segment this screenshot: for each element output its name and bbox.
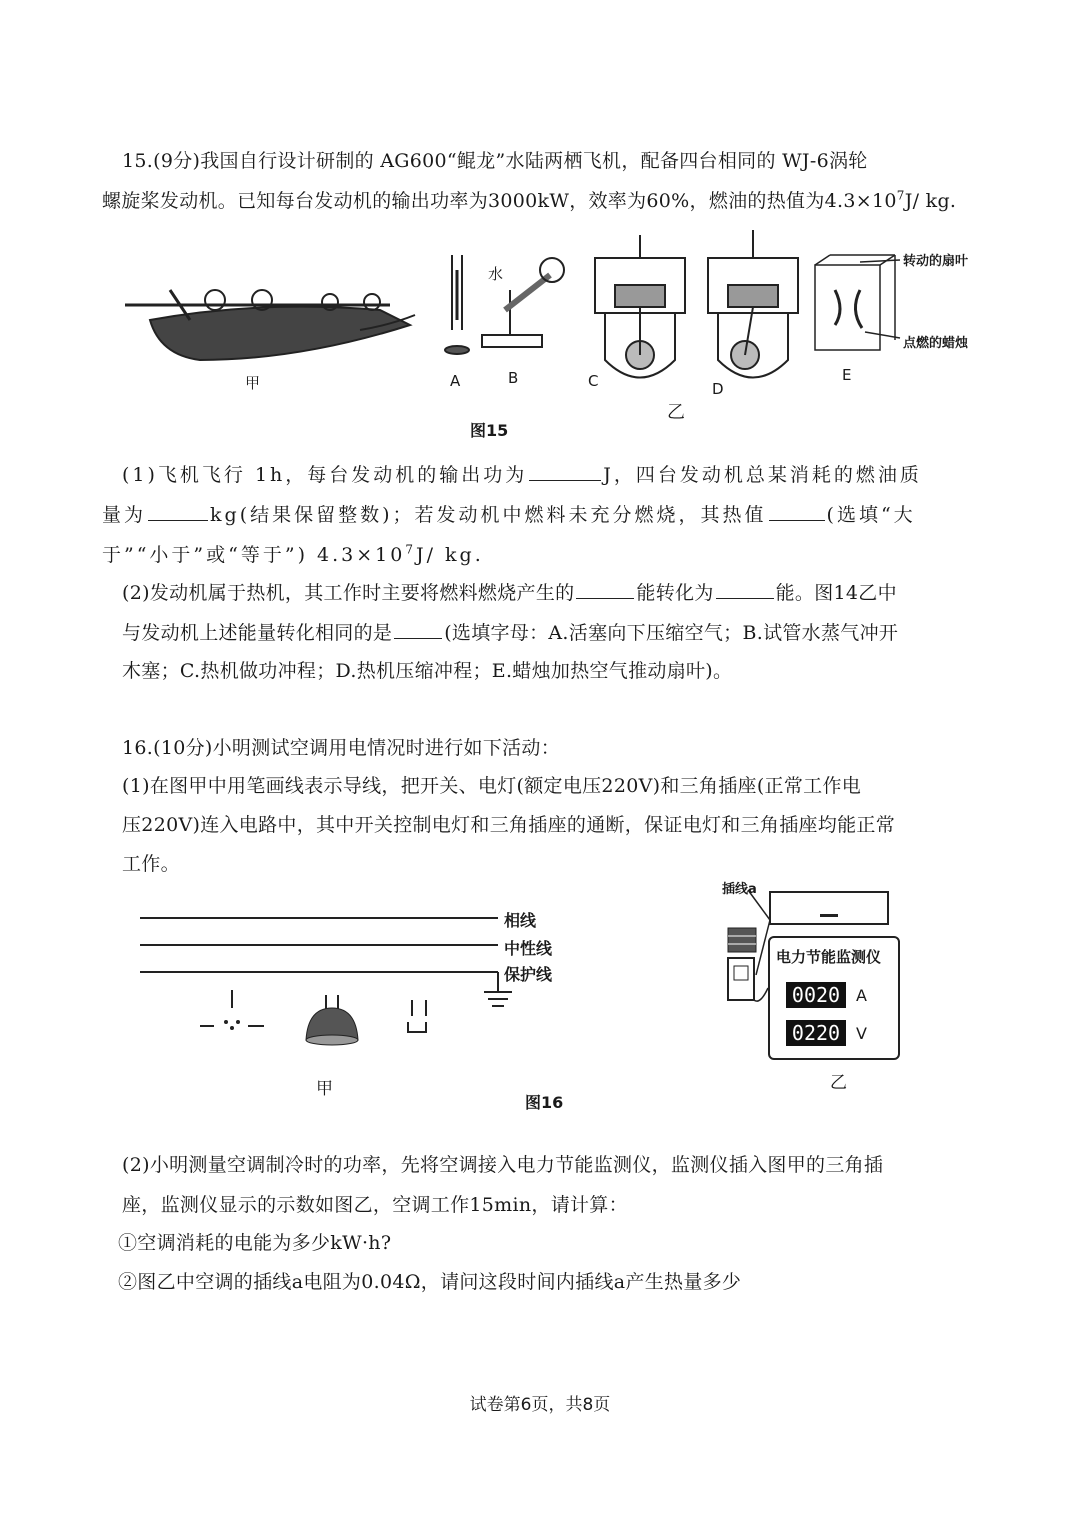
fig15-label-yi: 乙 xyxy=(667,402,685,423)
q16-p2-line3: ①空调消耗的电能为多少kW·h? xyxy=(118,1232,392,1254)
fig16-caption: 图16 xyxy=(525,1093,564,1112)
current-display: 0020 xyxy=(786,982,846,1008)
fig15-label-water: 水 xyxy=(488,265,504,283)
q16-p2-line1: (2)小明测量空调制冷时的功率，先将空调接入电力节能监测仪，监测仪插入图甲的三角插 xyxy=(122,1154,884,1176)
wire-label-phase: 相线 xyxy=(504,911,537,930)
q15-p1-text-g: J/ kg. xyxy=(415,544,484,566)
q15-p1-text-f: 于”“小于”或“等于”) 4.3×10 xyxy=(102,544,406,566)
fan-box-e-image xyxy=(815,255,900,350)
fig15-caption: 图15 xyxy=(470,421,509,440)
fig16-label-jia: 甲 xyxy=(316,1079,333,1099)
fig15-label-e: E xyxy=(842,366,852,384)
page-footer: 试卷第6页，共8页 xyxy=(469,1395,611,1415)
q15-p2-text-a: (2)发动机属于热机，其工作时主要将燃料燃烧产生的 xyxy=(122,582,575,604)
seaplane-image xyxy=(125,290,415,360)
plug-label-a: 插线a xyxy=(722,882,757,897)
answer-blank-4[interactable] xyxy=(576,580,634,599)
q15-p2-text-d: 与发动机上述能量转化相同的是 xyxy=(122,622,393,644)
fig15-label-c: C xyxy=(588,372,599,390)
q16-p1-line1: (1)在图甲中用笔画线表示导线，把开关、电灯(额定电压220V)和三角插座(正常工作电 xyxy=(122,775,862,797)
lamp-icon xyxy=(306,995,358,1045)
apparatus-a-image xyxy=(445,255,469,354)
switch-icon xyxy=(200,990,264,1030)
q15-p2-text-e: (选填字母：A.活塞向下压缩空气；B.试管水蒸气冲开 xyxy=(444,622,899,644)
current-unit: A xyxy=(856,986,867,1005)
fig15-label-b: B xyxy=(508,369,519,387)
wire-label-ground: 保护线 xyxy=(504,965,553,984)
q15-p1-text-b: J，四台发动机总某消耗的燃油质 xyxy=(603,464,922,486)
answer-blank-5[interactable] xyxy=(716,580,774,599)
meter-title: 电力节能监测仪 xyxy=(776,948,882,966)
q16-p2-line4: ②图乙中空调的插线a电阻为0.04Ω，请问这段时间内插线a产生热量多少 xyxy=(118,1271,742,1293)
fig15-label-d: D xyxy=(712,380,724,398)
q15-line2 xyxy=(102,186,972,213)
q15-line2-text: 螺旋桨发动机。已知每台发动机的输出功率为3000kW，效率为60%，燃油的热值为4.3×10 xyxy=(102,190,897,212)
answer-blank-2[interactable] xyxy=(148,502,208,521)
q15-p1-text-d: kg(结果保留整数)；若发动机中燃料未充分燃烧，其热值 xyxy=(210,504,767,526)
fig15-label-fan: 转动的扇叶 xyxy=(903,254,969,269)
q15-p2-text-c: 能。图14乙中 xyxy=(775,582,897,604)
q15-line1: 15.(9分)我国自行设计研制的 AG600“鲲龙”水陆两栖飞机，配备四台相同的 WJ-6涡轮 xyxy=(122,150,868,172)
q15-p1-text-e: (选填“大 xyxy=(826,504,916,526)
q15-line2-sup: 7 xyxy=(896,188,905,203)
q15-p1-line1 xyxy=(122,460,992,487)
q15-p1-line3 xyxy=(102,540,972,567)
q16-line1: 16.(10分)小明测试空调用电情况时进行如下活动： xyxy=(122,737,561,759)
socket-icon xyxy=(408,1000,426,1032)
q15-p2-text-b: 能转化为 xyxy=(636,582,714,604)
fig15-label-jia: 甲 xyxy=(245,374,261,392)
fig15-label-candle: 点燃的蜡烛 xyxy=(903,336,969,351)
q15-p2-line1 xyxy=(122,578,992,605)
engine-c-image xyxy=(595,235,685,378)
q16-p2-line2: 座，监测仪显示的示数如图乙，空调工作15min，请计算： xyxy=(122,1194,628,1216)
q16-p1-line3: 工作。 xyxy=(122,853,180,875)
wire-label-neutral: 中性线 xyxy=(504,939,553,958)
answer-blank-1[interactable] xyxy=(529,462,601,481)
voltage-unit: V xyxy=(856,1024,867,1043)
q16-p1-line2: 压220V)连入电路中，其中开关控制电灯和三角插座的通断，保证电灯和三角插座均能正常 xyxy=(122,814,896,836)
q15-p1-sup: 7 xyxy=(405,542,416,557)
fig15-label-a: A xyxy=(450,372,461,390)
q15-p2-line2 xyxy=(122,618,992,645)
q15-p2-line3: 木塞；C.热机做功冲程；D.热机压缩冲程；E.蜡烛加热空气推动扇叶)。 xyxy=(122,660,733,682)
voltage-display: 0220 xyxy=(786,1020,846,1046)
engine-d-image xyxy=(708,230,798,378)
answer-blank-3[interactable] xyxy=(769,502,825,521)
q15-p1-line2 xyxy=(102,500,972,527)
q15-p1-text-c: 量为 xyxy=(102,504,147,526)
q15-line2-unit: J/ kg. xyxy=(904,190,957,212)
q15-p1-text-a: (1)飞机飞行 1h，每台发动机的输出功为 xyxy=(122,464,528,486)
answer-blank-6[interactable] xyxy=(394,620,442,639)
power-monitor xyxy=(768,936,900,1060)
fig16-label-yi: 乙 xyxy=(830,1073,847,1093)
